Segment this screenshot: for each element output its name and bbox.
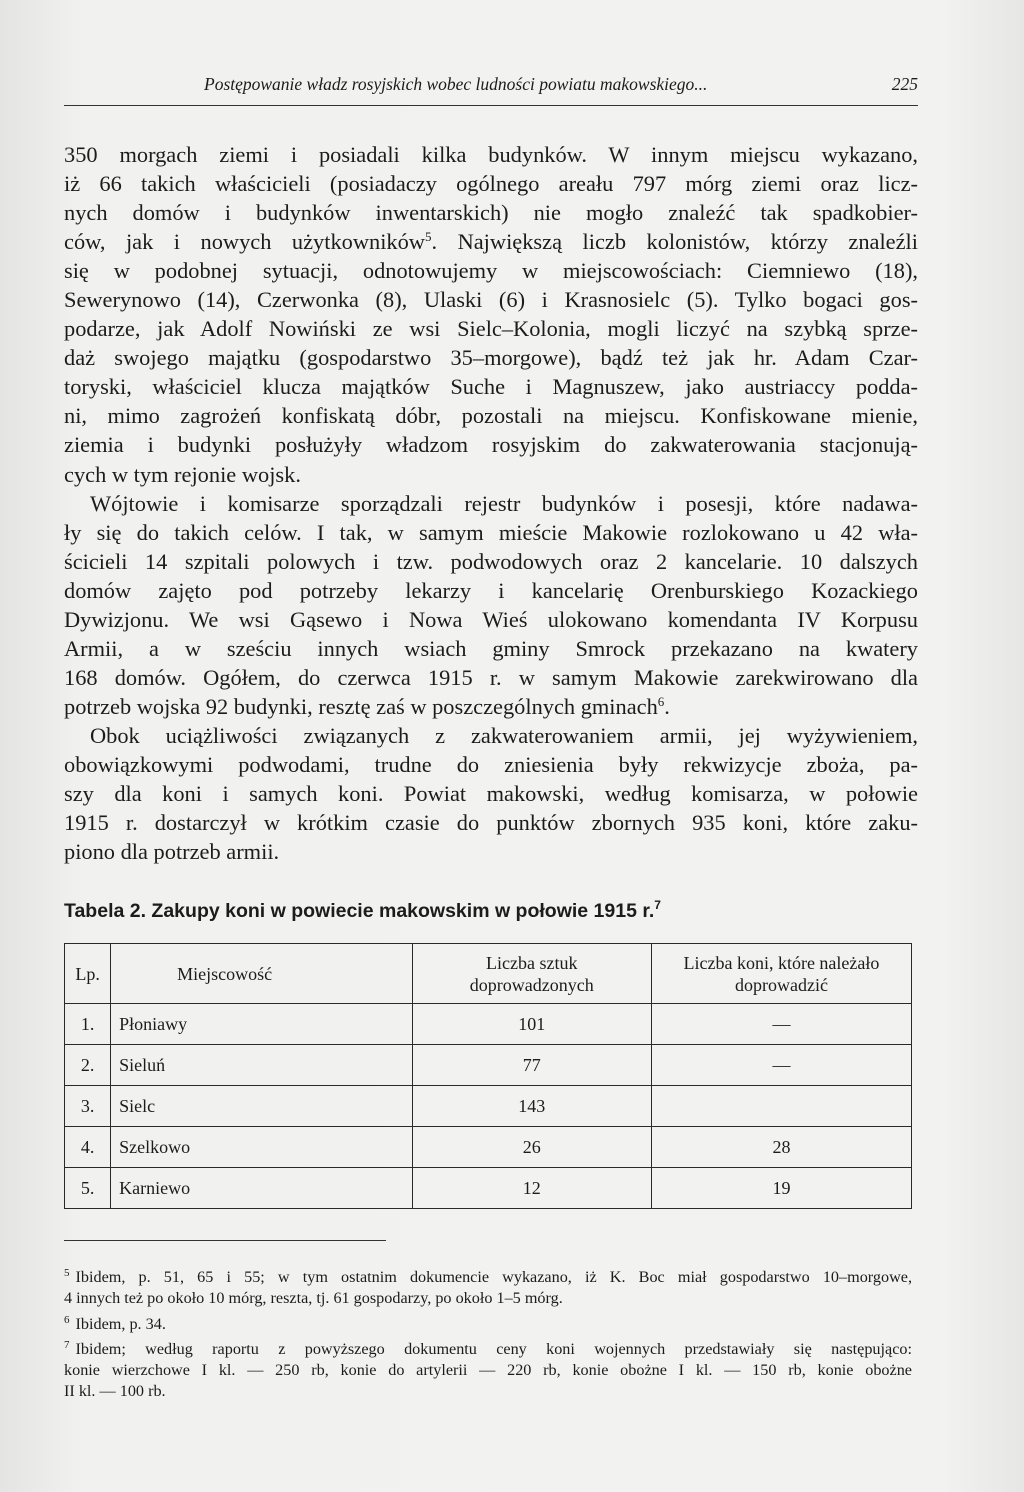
cell-place: Karniewo bbox=[111, 1168, 412, 1209]
footnote-5-line: 4 innych też po około 10 mórg, reszta, tj. 61 gospodarzy, po około 1–5 mórg. bbox=[64, 1289, 563, 1308]
paragraph-1: 350 morgach ziemi i posiadali kilka budynków. W innym miejscu wykazano, iż 66 takich właścicieli (posiadaczy ogólnego areału 797 mórg ziemi oraz licz- nych domów i budynków inwentarskich) nie mogło znaleźć tak spadkobier- ców, jak i nowych użytkowników$^5$. Największą liczb kolonistów, którzy znaleźli się w podobnej sytuacji, odnotowujemy w miejscowościach: Ciemniewo (18), Sewerynowo (14), Czerwonka (8), Ulaski (6) i Krasnosielc (5). Tylko bogaci gos- podarze, jak Adolf Nowiński ze wsi Sielc–Kolonia, mogli liczyć na szybką sprze- daż swojego majątku (gospodarstwo 35–morgowe), bądź też jak hr. Adam Czar- toryski, właściciel klucza majątków Suche i Magnuszew, jako austriaccy podda- ni, mimo zagrożeń konfiskatą dóbr, pozostali na miejscu. Konfiskowane mienie, ziemia i budynki posłużyły władzom rosyjskim do zakwaterowania stacjonują- cych w tym rejonie wojsk. bbox=[64, 142, 918, 487]
table-caption-note: 7 bbox=[654, 898, 661, 912]
header-count bbox=[412, 944, 651, 1004]
body-text bbox=[64, 140, 918, 866]
cell-place: Sielc bbox=[111, 1086, 412, 1127]
footnote-ref: 6 bbox=[657, 693, 665, 709]
table-row bbox=[65, 1004, 912, 1045]
cell-place: Sieluń bbox=[111, 1045, 412, 1086]
cell-count: 77 bbox=[412, 1045, 651, 1086]
cell-lp: 1. bbox=[65, 1004, 111, 1045]
footnote-number: 7 bbox=[64, 1338, 70, 1351]
cell-owned: 19 bbox=[651, 1168, 911, 1209]
cell-place: Płoniawy bbox=[111, 1004, 412, 1045]
footnotes bbox=[64, 1263, 912, 1403]
table-row bbox=[65, 1127, 912, 1168]
header-place: Miejscowość bbox=[111, 944, 412, 1004]
paragraph-2: Wójtowie i komisarze sporządzali rejestr budynków i posesji, które nadawa- ły się do takich celów. I tak, w samym mieście Makowie rozlokowano u 42 wła- ścicieli 14 szpitali polowych i tzw. podwodowych oraz 2 kancelarie. 10 dalszych domów zajęto pod potrzeby lekarzy i kancelarię Orenburskiego Kozackiego Dywizjonu. We wsi Gąsewo i Nowa Wieś ulokowano komendanta IV Korpusu Armii, a w sześciu innych wsiach gminy Smrock przekazano na kwatery 168 domów. Ogółem, do czerwca 1915 r. w samym Makowie zarekwirowano dla potrzeb wojska 92 budynki, resztę zaś w poszczególnych gminach$^6$. bbox=[64, 490, 918, 719]
footnote-6-line: $^6$ Ibidem, p. 34. bbox=[64, 1313, 166, 1333]
running-title: Postępowanie władz rosyjskich wobec ludności powiatu makowskiego... bbox=[204, 74, 708, 94]
cell-lp: 5. bbox=[65, 1168, 111, 1209]
cell-lp: 4. bbox=[65, 1127, 111, 1168]
footnote-7-line: II kl. — 100 rb. bbox=[64, 1382, 166, 1401]
header-lp: Lp. bbox=[65, 944, 111, 1004]
footnote-number: 6 bbox=[64, 1313, 70, 1326]
cell-lp: 2. bbox=[65, 1045, 111, 1086]
cell-count: 101 bbox=[412, 1004, 651, 1045]
horse-purchase-table bbox=[64, 943, 912, 1209]
footnote-5-line: $^5$ Ibidem, p. 51, 65 i 55; w tym ostatnim dokumencie wykazano, iż K. Boc miał gospodarstwo 10–morgowe, bbox=[64, 1267, 912, 1286]
header-owned-line2: doprowadzić bbox=[734, 974, 828, 995]
footnote-ref: 5 bbox=[424, 229, 432, 245]
table-header-row bbox=[65, 944, 912, 1004]
cell-count: 143 bbox=[412, 1086, 651, 1127]
footnote-7-line: $^7$ Ibidem; według raportu z powyższego dokumentu ceny koni wojennych przedstawiały się następująco: bbox=[64, 1338, 912, 1358]
header-owned bbox=[651, 944, 911, 1004]
paragraph-3: Obok uciążliwości związanych z zakwaterowaniem armii, jej wyżywieniem, obowiązkowymi podwodami, trudne do zniesienia były rekwizycje zboża, pa- szy dla koni i samych koni. Powiat makowski, według komisarza, w połowie 1915 r. dostarczył w krótkim czasie do punktów zbornych 935 koni, które zaku- piono dla potrzeb armii. bbox=[64, 722, 918, 865]
cell-lp: 3. bbox=[65, 1086, 111, 1127]
page-number: 225 bbox=[891, 74, 918, 94]
table-caption-text: Tabela 2. Zakupy koni w powiecie makowskim w połowie 1915 r. bbox=[64, 900, 655, 922]
running-header bbox=[64, 74, 918, 106]
footnote-number: 5 bbox=[64, 1267, 70, 1279]
table-row bbox=[65, 1168, 912, 1209]
footnote-separator bbox=[64, 1240, 386, 1241]
table-caption bbox=[64, 900, 661, 923]
cell-count: 26 bbox=[412, 1127, 651, 1168]
cell-count: 12 bbox=[412, 1168, 651, 1209]
cell-owned bbox=[651, 1086, 911, 1127]
cell-owned: — bbox=[651, 1045, 911, 1086]
footnote-7-line: konie wierzchowe I kl. — 250 rb, konie do artylerii — 220 rb, konie obożne I kl. — 150 rb, konie obożne bbox=[64, 1361, 912, 1380]
table-row bbox=[65, 1086, 912, 1127]
header-count-line2: doprowadzonych bbox=[469, 974, 594, 995]
cell-owned: — bbox=[651, 1004, 911, 1045]
cell-owned: 28 bbox=[651, 1127, 911, 1168]
cell-place: Szelkowo bbox=[111, 1127, 412, 1168]
table-row bbox=[65, 1045, 912, 1086]
header-owned-line1: Liczba koni, które należało bbox=[683, 952, 880, 973]
header-count-line1: Liczba sztuk bbox=[486, 952, 578, 973]
